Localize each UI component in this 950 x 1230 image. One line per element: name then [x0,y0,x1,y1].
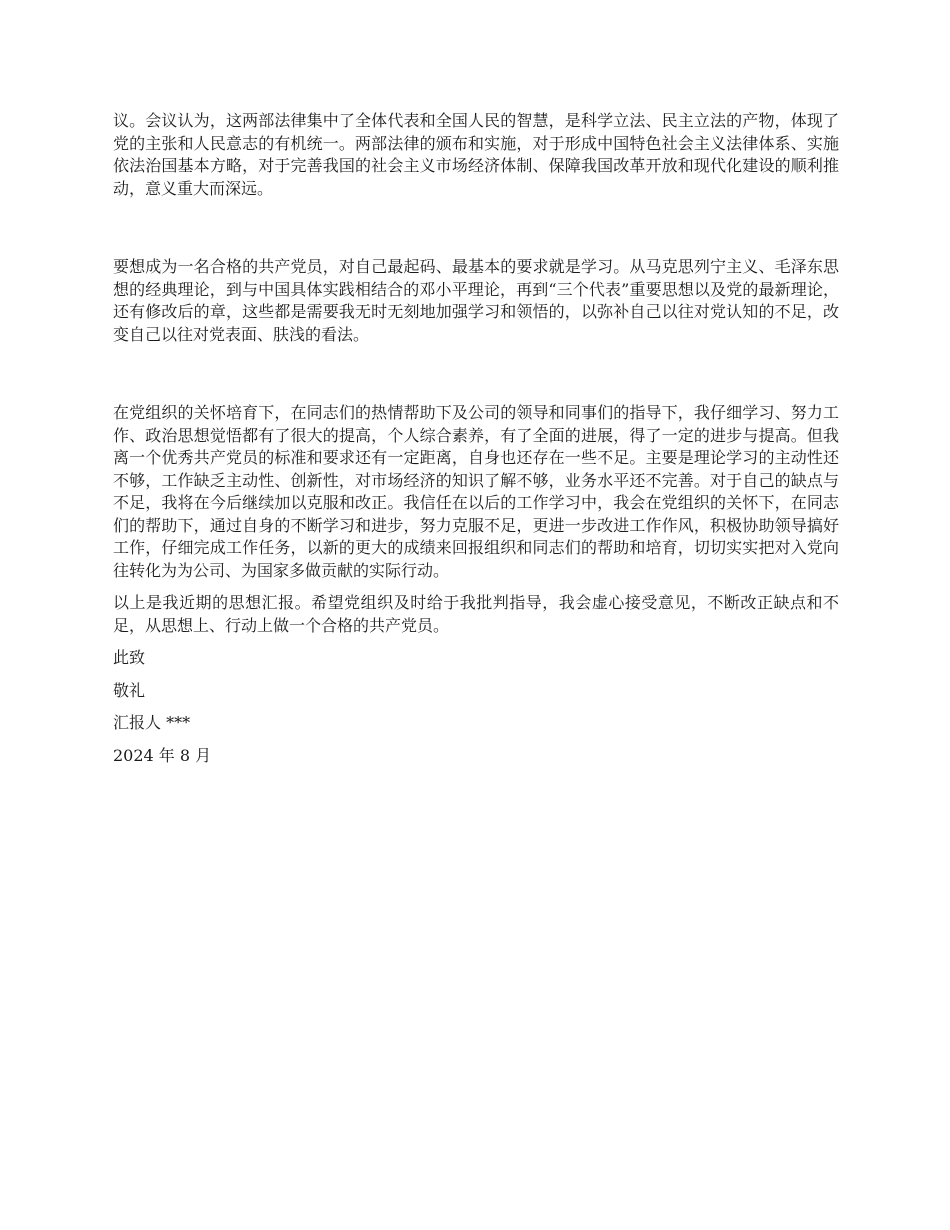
report-date: 2024 年 8 月 [113,745,212,765]
document-body [113,110,839,767]
closing-regards: 敬礼 [113,680,146,700]
paragraph-study-requirement: 要想成为一名合格的共产党员，对自己最起码、最基本的要求就是学习。从马克思列宁主义、毛泽东思想的经典理论，到与中国具体实践相结合的邓小平理论，再到“三个代表”重要思想以及党的最新理论，还有修改后的章，这些都是需要我无时无刻地加强学习和领悟的，以弥补自己以往对党认知的不足，改变自己以往对党表面、肤浅的看法。 [113,257,839,344]
reporter-signature: 汇报人 *** [113,713,191,732]
paragraph-law-significance: 议。会议认为，这两部法律集中了全体代表和全国人民的智慧，是科学立法、民主立法的产物，体现了党的主张和人民意志的有机统一。两部法律的颁布和实施，对于形成中国特色社会主义法律体系、实施依法治国基本方略，对于完善我国的社会主义市场经济体制、保障我国改革开放和现代化建设的顺利推动，意义重大而深远。 [113,111,839,198]
paragraph-progress-and-shortcomings: 在党组织的关怀培育下，在同志们的热情帮助下及公司的领导和同事们的指导下，我仔细学习、努力工作、政治思想觉悟都有了很大的提高，个人综合素养，有了全面的进展，得了一定的进步与提高。但我离一个优秀共产党员的标准和要求还有一定距离，自身也还存在一些不足。主要是理论学习的主动性还不够，工作缺乏主动性、创新性，对市场经济的知识了解不够，业务水平还不完善。对于自己的缺点与不足，我将在今后继续加以克服和改正。我信任在以后的工作学习中，我会在党组织的关怀下，在同志们的帮助下，通过自身的不断学习和进步，努力克服不足，更进一步改进工作作风，积极协助领导搞好工作，仔细完成工作任务，以新的更大的成绩来回报组织和同志们的帮助和培育，切切实实把对入党向往转化为为公司、为国家多做贡献的实际行动。 [113,403,839,580]
paragraph-conclusion: 以上是我近期的思想汇报。希望党组织及时给于我批判指导，我会虚心接受意见，不断改正缺点和不足，从思想上、行动上做一个合格的共产党员。 [113,593,839,635]
closing-salutation: 此致 [113,648,146,667]
